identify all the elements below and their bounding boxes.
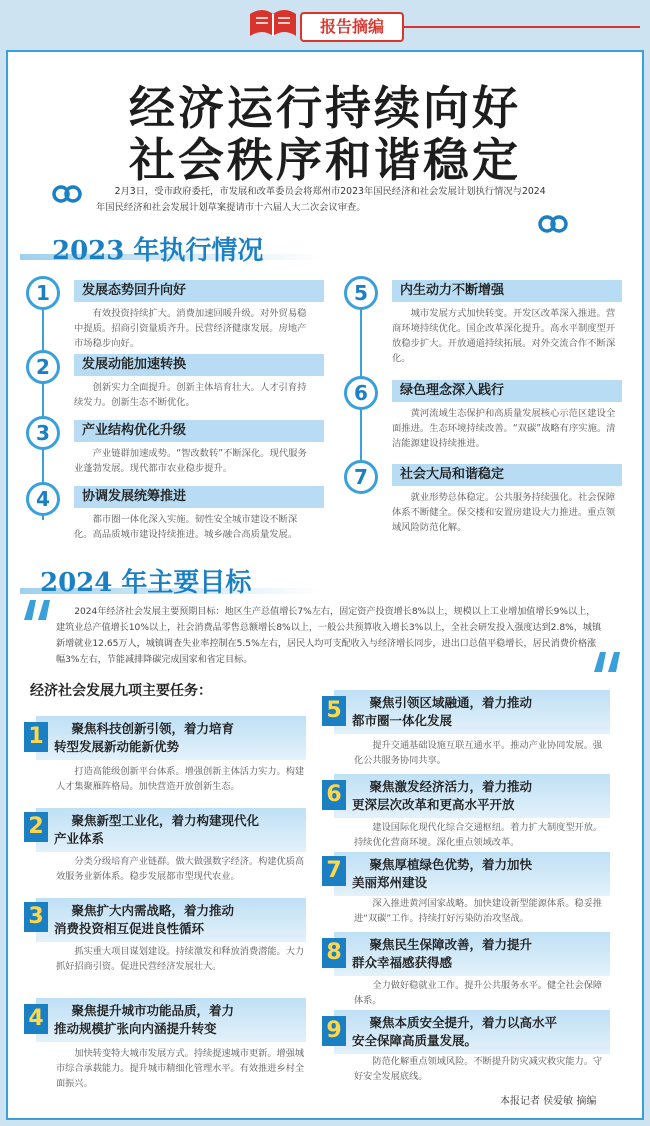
task-title-line2: 都市圈一体化发展 xyxy=(352,713,453,728)
item-title: 绿色理念深入践行 xyxy=(392,380,622,402)
lede-paragraph: 2月3日，受市政府委托，市发展和改革委员会将郑州市2023年国民经济和社会发展计划执行情况与2024年国民经济和社会发展计划草案提请市十六届人大二次会议审查。 xyxy=(96,186,546,213)
task-title xyxy=(36,898,306,942)
task-body: 全力做好稳就业工作。提升公共服务水平。健全社会保障体系。 xyxy=(354,980,603,1006)
task-title-line1: 聚焦厚植绿色优势，着力加快 xyxy=(369,857,533,872)
section-2024-title: 2024 年主要目标 xyxy=(40,568,252,598)
headline-line2: 社会秩序和谐稳定 xyxy=(129,133,521,187)
double-quote-close-icon xyxy=(592,648,622,674)
task-title-line2: 消费投资相互促进良性循环 xyxy=(54,921,205,936)
item-body: 有效投资持续扩大。消费加速回暖升级。对外贸易稳中提质。招商引资量质齐升。民营经济健康发展。房地产市场稳步向好。 xyxy=(74,308,307,349)
item-body: 创新实力全面提升。创新主体培育壮大。人才引育持续发力。创新生态不断优化。 xyxy=(74,382,307,408)
task-body: 深入推进黄河国家战略。加快建设新型能源体系。稳妥推进“双碳”工作。持续打好污染防治攻坚战。 xyxy=(354,898,603,924)
item-body: 就业形势总体稳定。公共服务持续强化。社会保障体系不断健全。保交楼和安置房建设大力推进。重点领域风险防范化解。 xyxy=(392,492,616,533)
task-title-line2: 美丽郑州建设 xyxy=(352,875,428,890)
task-title-line1: 聚焦激发经济活力，着力推动 xyxy=(369,779,533,794)
item-title: 发展态势回升向好 xyxy=(74,280,324,302)
task-title xyxy=(334,1010,610,1054)
item-number: 7 xyxy=(344,460,378,494)
task-title xyxy=(36,716,306,760)
task-title-line2: 更深层次改革和更高水平开放 xyxy=(352,797,515,812)
item-title: 协调发展统筹推进 xyxy=(74,486,324,508)
quote-open-icon xyxy=(52,178,82,206)
tasks-heading: 经济社会发展九项主要任务： xyxy=(30,683,212,699)
task-number: 1 xyxy=(24,722,48,752)
item-body: 都市圈一体化深入实施。韧性安全城市建设不断深化。高品质城市建设持续推进。城乡融合高质量发展。 xyxy=(74,514,298,540)
task-title-line1: 聚焦科技创新引领，着力培育 xyxy=(71,721,235,736)
task-title-line1: 聚焦本质安全提升，着力以高水平 xyxy=(369,1015,558,1030)
task-title xyxy=(334,852,610,896)
task-body: 建设国际化现代化综合交通枢纽。着力扩大制度型开放。持续优化营商环境。深化重点领域改革。 xyxy=(354,822,603,848)
task-number: 9 xyxy=(322,1016,346,1046)
item-title: 内生动力不断增强 xyxy=(392,280,622,302)
double-quote-open-icon xyxy=(22,596,52,622)
task-title-line1: 聚焦民生保障改善，着力提升 xyxy=(369,937,533,952)
task-title xyxy=(334,932,610,976)
item-title: 社会大局和谐稳定 xyxy=(392,464,622,486)
task-title xyxy=(36,808,306,852)
task-title xyxy=(334,690,610,734)
task-number: 3 xyxy=(24,902,48,932)
tag-divider xyxy=(404,26,640,28)
section-2023-title: 2023 年执行情况 xyxy=(52,236,264,266)
task-body: 加快转变特大城市发展方式。持续提速城市更新。增强城市综合承载能力。提升城市精细化管理水平。有效推进乡村全面振兴。 xyxy=(56,1048,305,1089)
headline-line1: 经济运行持续向好 xyxy=(129,81,521,135)
task-number: 2 xyxy=(24,812,48,842)
item-body: 产业链群加速成势。“智改数转”不断深化。现代服务业蓬勃发展。现代都市农业稳步提升。 xyxy=(74,448,307,474)
task-title-line1: 聚焦提升城市功能品质，着力 xyxy=(71,1003,235,1018)
item-number: 6 xyxy=(344,376,378,410)
task-title-line1: 聚焦新型工业化，着力构建现代化 xyxy=(71,813,260,828)
task-title-line1: 聚焦扩大内需战略，着力推动 xyxy=(71,903,235,918)
item-number: 4 xyxy=(26,482,60,516)
task-title-line2: 产业体系 xyxy=(54,831,105,846)
book-icon xyxy=(248,6,298,42)
item-title: 产业结构优化升级 xyxy=(74,420,324,442)
byline: 本报记者 侯爱敏 摘编 xyxy=(500,1096,597,1107)
task-title xyxy=(36,998,306,1042)
task-title-line2: 转型发展新动能新优势 xyxy=(54,739,180,754)
task-number: 6 xyxy=(322,780,346,810)
task-title xyxy=(334,774,610,818)
goal-paragraph: 2024年经济社会发展主要预期目标：地区生产总值增长7%左右，固定资产投资增长8%以上，规模以上工业增加值增长9%以上，建筑业总产值增长10%以上，社会消费品零售总额增长8%以上，一般公共预算收入增长3%以上，全社会研发投入强度达到2.8%，城镇新增就业12.65万人，城镇调查失业率控制在5.5%左右，居民人均可支配收入与经济增长同步，进出口总值平稳增长，居民消费价格涨幅3%左右，节能减排降碳完成国家和省定目标。 xyxy=(56,607,602,665)
task-number: 8 xyxy=(322,938,346,968)
task-number: 7 xyxy=(322,856,346,886)
quote-close-icon xyxy=(538,212,568,240)
item-number: 3 xyxy=(26,416,60,450)
task-title-line2: 安全保障高质量发展。 xyxy=(352,1033,478,1048)
item-number: 1 xyxy=(26,276,60,310)
item-number: 5 xyxy=(344,276,378,310)
task-body: 分类分级培育产业链群。做大做强数字经济。构建优质高效服务业新体系。稳步发展都市型现代农业。 xyxy=(56,856,305,882)
item-body: 黄河流域生态保护和高质量发展核心示范区建设全面推进。生态环境持续改善。“双碳”战略有序实施。清洁能源建设持续推进。 xyxy=(392,408,616,449)
task-body: 提升交通基础设施互联互通水平。推动产业协同发展。强化公共服务协同共享。 xyxy=(354,740,603,766)
item-body: 城市发展方式加快转变。开发区改革深入推进。营商环境持续优化。国企改革深化提升。高水平制度型开放稳步扩大。开放通道持续拓展。对外交流合作不断深化。 xyxy=(392,308,616,364)
task-body: 打造高能级创新平台体系。增强创新主体活力实力。构建人才集聚雁阵格局。加快营造开放创新生态。 xyxy=(56,766,305,792)
task-number: 4 xyxy=(24,1004,48,1034)
task-body: 防范化解重点领域风险。不断提升防灾减灾救灾能力。守好安全发展底线。 xyxy=(354,1056,603,1082)
task-title-line1: 聚焦引领区域融通，着力推动 xyxy=(369,695,533,710)
section-tag: 报告摘编 xyxy=(300,12,404,42)
task-title-line2: 群众幸福感获得感 xyxy=(352,955,453,970)
item-number: 2 xyxy=(26,350,60,384)
task-number: 5 xyxy=(322,696,346,726)
task-title-line2: 推动规模扩张向内涵提升转变 xyxy=(54,1021,217,1036)
top-bar xyxy=(0,0,650,46)
item-title: 发展动能加速转换 xyxy=(74,354,324,376)
task-body: 抓实重大项目谋划建设。持续激发和释放消费潜能。大力抓好招商引资。促进民营经济发展壮大。 xyxy=(56,946,305,972)
